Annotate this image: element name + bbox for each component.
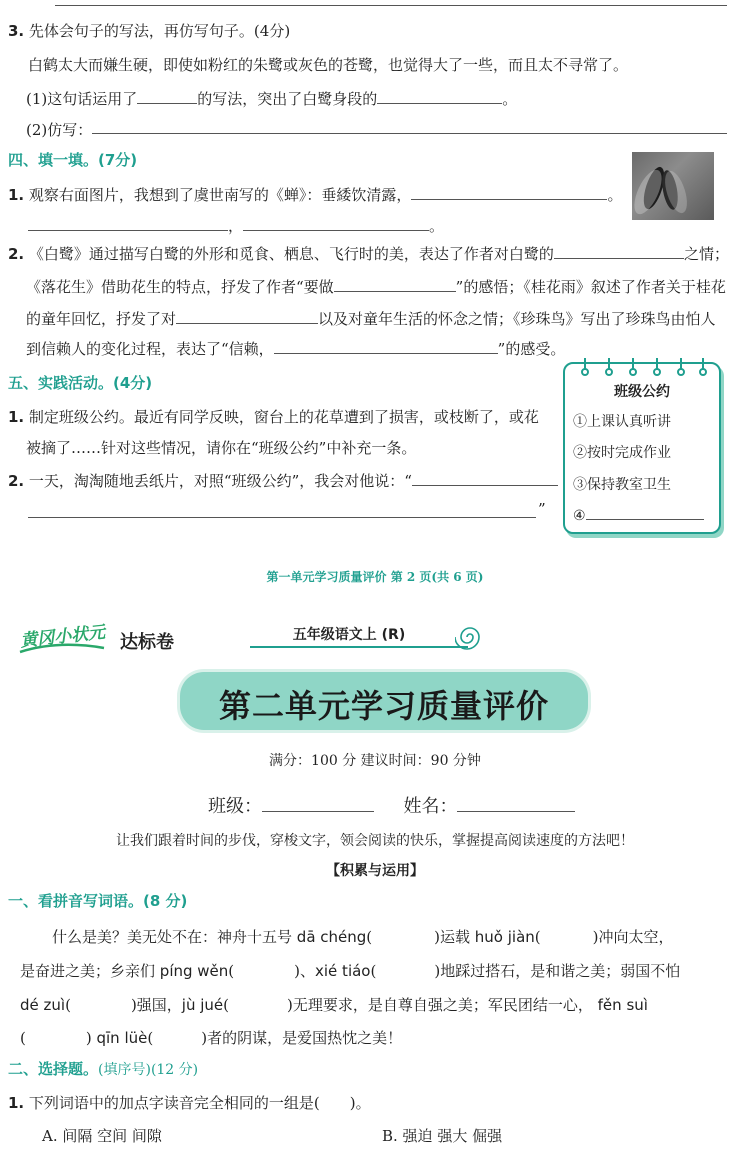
section-4-q1-line2: ， 。 (28, 215, 444, 236)
blank-field[interactable] (243, 217, 429, 231)
option-b[interactable]: B. 强迫 强大 倔强 (382, 1127, 503, 1145)
pinyin-line-4: ( ) qīn lüè( )者的阴谋，是爱国热忱之美！ (20, 1029, 403, 1047)
pinyin-word: huǒ jiàn (474, 928, 535, 946)
name-field[interactable] (457, 794, 575, 812)
spiral-icon (455, 622, 485, 652)
notebook-title: 班级公约 (614, 384, 670, 400)
unit-banner (180, 672, 588, 730)
question-3-sentence: 白鹤太大而嫌生硬，即使如粉红的朱鹭或灰色的苍鹭，也觉得大了一些，而且太不寻常了。 (28, 56, 629, 74)
blank-field[interactable] (176, 310, 318, 324)
series-label: 达标卷 (120, 632, 174, 653)
section-4-q2-line4: 到信赖人的变化过程，表达了“信赖， ”的感受。 (26, 340, 566, 358)
section-2-q1: 1. 下列词语中的加点字读音完全相同的一组是( )。 (8, 1094, 371, 1112)
grade-ribbon (250, 626, 468, 648)
logo-swoosh-icon (18, 642, 108, 656)
notebook-item: ④ (573, 506, 704, 524)
question-number: 3. (8, 22, 25, 40)
pinyin-line-3: dé zuì( )强国，jù jué( )无理要求，是自尊自强之美；军民团结一心， fěn suì (20, 996, 648, 1014)
pinyin-word: jù jué (181, 996, 224, 1014)
blank-field[interactable] (334, 278, 456, 292)
blank-field[interactable] (412, 472, 558, 486)
section-1-title: 一、看拼音写词语。(8 分) (8, 892, 188, 910)
grade-label: 五年级语文上 (R) (292, 627, 406, 643)
section-4-q1: 1. 观察右面图片，我想到了虞世南写的《蝉》：垂緌饮清露， 。 (8, 186, 623, 204)
section-4-q2-line3: 的童年回忆，抒发了对 以及对童年生活的怀念之情；《珍珠鸟》写出了珍珠鸟由怕人 (26, 310, 716, 328)
pinyin-word: xié tiáo (315, 962, 371, 980)
blank-field[interactable] (274, 340, 498, 354)
pinyin-word: dā chéng (296, 928, 367, 946)
unit-banner-title: 第二单元学习质量评价 (218, 687, 549, 725)
answer-line[interactable] (28, 517, 536, 518)
pinyin-word: píng wěn (159, 962, 229, 980)
pinyin-word: fěn suì (597, 996, 648, 1014)
section-5-title: 五、实践活动。(4分) (8, 374, 153, 392)
section-5-q2-line1: 2. 一天，淘淘随地丢纸片，对照“班级公约”，我会对他说：“ (8, 470, 558, 491)
pinyin-line-2: 是奋进之美；乡亲们 píng wěn( )、xié tiáo( )地踩过搭石，是和谐之美；弱国不怕 (20, 962, 681, 980)
closing-quote: ” (538, 500, 546, 518)
section-5-q1-line2: 被摘了……针对这些情况，请你在“班级公约”中补充一条。 (26, 439, 417, 457)
section-4-q2-line2: 《落花生》借助花生的特点，抒发了作者“要做 ”的感悟；《桂花雨》叙述了作者关于桂花 (26, 278, 726, 296)
subsection-title: 【积累与运用】 (326, 863, 424, 879)
blank-field[interactable] (411, 186, 607, 200)
page-footer: 第一单元学习质量评价 第 2 页(共 6 页) (266, 570, 484, 584)
brand-logo: 黄冈小状元 (19, 622, 107, 652)
notebook-item: ③保持教室卫生 (573, 477, 671, 493)
question-3-title (8, 20, 290, 41)
notebook-item: ①上课认真听讲 (573, 414, 671, 430)
student-info: 班级： 姓名： (208, 792, 575, 818)
pinyin-word: dé zuì (20, 996, 66, 1014)
exam-meta: 满分：100 分 建议时间：90 分钟 (269, 753, 481, 769)
question-text: 先体会句子的写法，再仿写句子。(4分) (28, 22, 291, 40)
section-4-title: 四、填一填。(7分) (8, 151, 138, 169)
notebook-item: ②按时完成作业 (573, 445, 671, 461)
pinyin-line-1: 什么是美？美无处不在：神舟十五号 dā chéng( )运载 huǒ jiàn( )冲向太空， (52, 928, 674, 946)
blank-field[interactable] (377, 90, 502, 104)
cicada-image (632, 152, 714, 220)
pinyin-word: qīn lüè (96, 1029, 148, 1047)
intro-text: 让我们跟着时间的步伐，穿梭文字，领会阅读的快乐，掌握提高阅读速度的方法吧！ (116, 833, 634, 849)
section-5-q1-line1: 1. 制定班级公约。最近有同学反映，窗台上的花草遭到了损害，或枝断了，或花 (8, 408, 539, 426)
option-a[interactable]: A. 间隔 空间 间隙 (42, 1127, 162, 1145)
class-rules-notebook (563, 362, 721, 534)
section-4-q2-line1: 2. 《白鹭》通过描写白鹭的外形和觅食、栖息、飞行时的美，表达了作者对白鹭的 之情； (8, 245, 729, 263)
top-answer-line (55, 5, 727, 6)
blank-field[interactable] (137, 90, 197, 104)
answer-line[interactable] (92, 133, 727, 134)
blank-field[interactable] (554, 245, 684, 259)
question-3-sub2: (2)仿写： (26, 121, 93, 139)
question-3-sub1: (1)这句话运用了 的写法，突出了白鹭身段的 。 (26, 90, 518, 108)
section-2-title: 二、选择题。(填序号)(12 分) (8, 1060, 199, 1078)
class-field[interactable] (262, 794, 374, 812)
blank-field[interactable] (586, 506, 704, 520)
notebook-rings-icon (579, 354, 709, 376)
blank-field[interactable] (28, 217, 228, 231)
